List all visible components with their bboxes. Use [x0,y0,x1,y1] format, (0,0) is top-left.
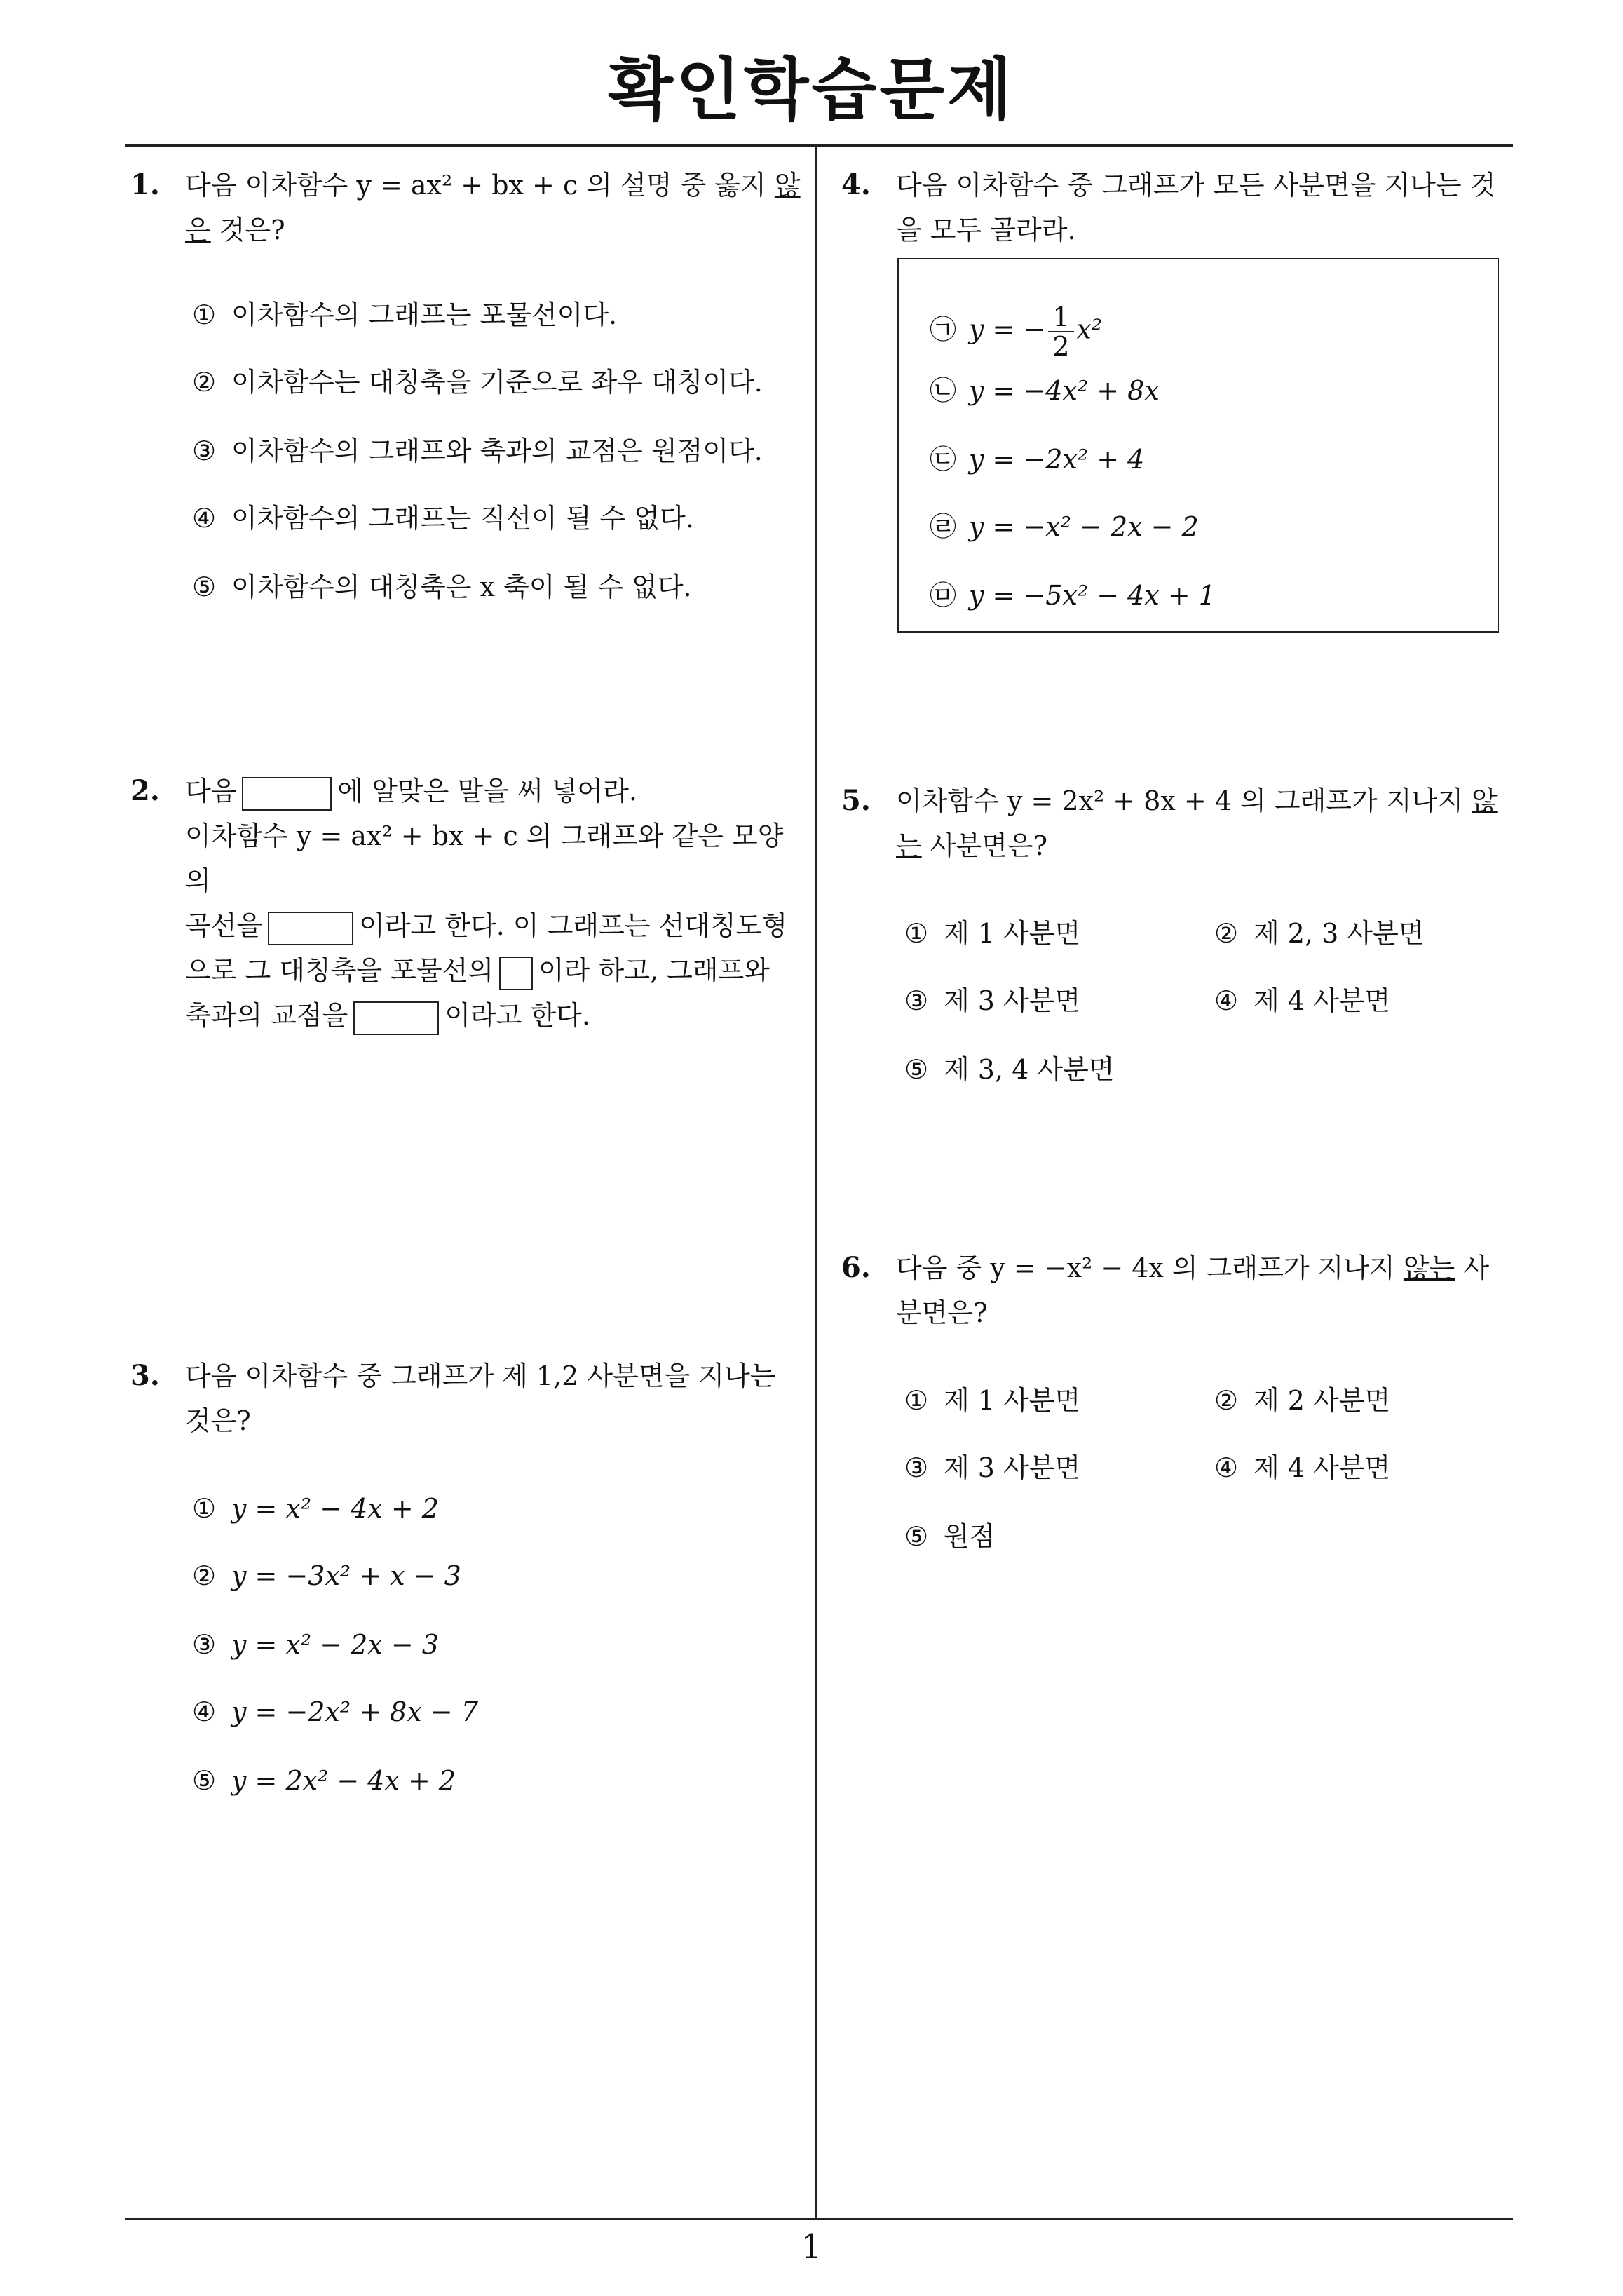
choice-4[interactable]: ④ 제 4 사분면 [1214,985,1391,1016]
emphasis-not: 않은 [185,170,801,245]
choice-1[interactable]: ① 이차함수의 그래프는 포물선이다. [192,299,618,330]
question-text: 다음 에 알맞은 말을 써 넣어라. 이차함수 y = ax² + bx + c 의 그래프와 같은 모양의 곡선을 이라고 한다. 이 그래프는 선대칭도형 으로 그 대칭축을 포물선의 이라 하고, 그래프와 축과의 교점을 이라고 한다. [185,769,803,1038]
column-divider [815,146,817,2220]
question-number: 3. [130,1359,160,1392]
question-6 [841,1245,1514,1335]
page-number: 1 [801,2227,822,2267]
choice-5[interactable]: ⑤ y = 2x² − 4x + 2 [192,1765,456,1796]
choice-4[interactable]: ④ 제 4 사분면 [1214,1452,1391,1483]
choice-2[interactable]: ② 제 2, 3 사분면 [1214,918,1425,949]
page-title: 확인학습문제 [608,50,1015,129]
choice-1[interactable]: ① 제 1 사분면 [904,918,1081,949]
choice-2[interactable]: ② 제 2 사분면 [1214,1385,1391,1416]
answer-blank[interactable] [242,777,332,811]
footer-rule [125,2218,1513,2220]
question-number: 6. [841,1251,871,1284]
choice-1[interactable]: ① 제 1 사분면 [904,1385,1081,1416]
choice-3[interactable]: ③ y = x² − 2x − 3 [192,1629,439,1660]
choice-4[interactable]: ④ 이차함수의 그래프는 직선이 될 수 없다. [192,503,694,534]
choice-4[interactable]: ④ y = −2x² + 8x − 7 [192,1696,478,1727]
question-3 [130,1353,803,1443]
choice-5[interactable]: ⑤ 제 3, 4 사분면 [904,1054,1115,1085]
question-text: 다음 중 y = −x² − 4x 의 그래프가 지나지 않는 사분면은? [896,1252,1490,1328]
question-number: 5. [841,784,871,817]
choice-2[interactable]: ② y = −3x² + x − 3 [192,1560,461,1591]
question-number: 1. [130,168,160,201]
fraction: $\frac{1}{2}$ [1048,303,1073,360]
option-d[interactable]: ㉣ y = −x² − 2x − 2 [930,511,1199,542]
answer-blank[interactable] [268,912,353,945]
question-number: 2. [130,774,160,807]
question-4 [841,163,1514,252]
emphasis-not: 않는 [1403,1252,1455,1283]
choice-3[interactable]: ③ 제 3 사분면 [904,1452,1081,1483]
question-text: 다음 이차함수 y = ax² + bx + c 의 설명 중 옳지 않은 것은? [185,170,801,245]
question-text: 다음 이차함수 중 그래프가 모든 사분면을 지나는 것을 모두 골라라. [896,170,1496,245]
option-c[interactable]: ㉢ y = −2x² + 4 [930,444,1145,475]
choice-5[interactable]: ⑤ 원점 [904,1521,996,1552]
option-a[interactable]: ㉠ y = − $\frac{1}{2}$ x² [930,302,1103,362]
choice-5[interactable]: ⑤ 이차함수의 대칭축은 x 축이 될 수 없다. [192,572,692,602]
option-b[interactable]: ㉡ y = −4x² + 8x [930,375,1160,406]
answer-blank[interactable] [499,957,533,990]
choice-3[interactable]: ③ 제 3 사분면 [904,985,1081,1016]
option-e[interactable]: ㉤ y = −5x² − 4x + 1 [930,580,1216,611]
question-number: 4. [841,168,871,201]
choice-1[interactable]: ① y = x² − 4x + 2 [192,1493,439,1524]
question-1 [130,163,803,252]
question-text: 이차함수 y = 2x² + 8x + 4 의 그래프가 지나지 않는 사분면은? [896,785,1498,861]
question-2 [130,769,803,1038]
question-text: 다음 이차함수 중 그래프가 제 1,2 사분면을 지나는 것은? [185,1360,776,1436]
choice-3[interactable]: ③ 이차함수의 그래프와 축과의 교점은 원점이다. [192,435,763,466]
header-rule [125,144,1513,147]
question-5 [841,778,1514,868]
emphasis-not: 않는 [896,785,1498,861]
choice-2[interactable]: ② 이차함수는 대칭축을 기준으로 좌우 대칭이다. [192,367,763,398]
answer-blank[interactable] [353,1001,439,1035]
